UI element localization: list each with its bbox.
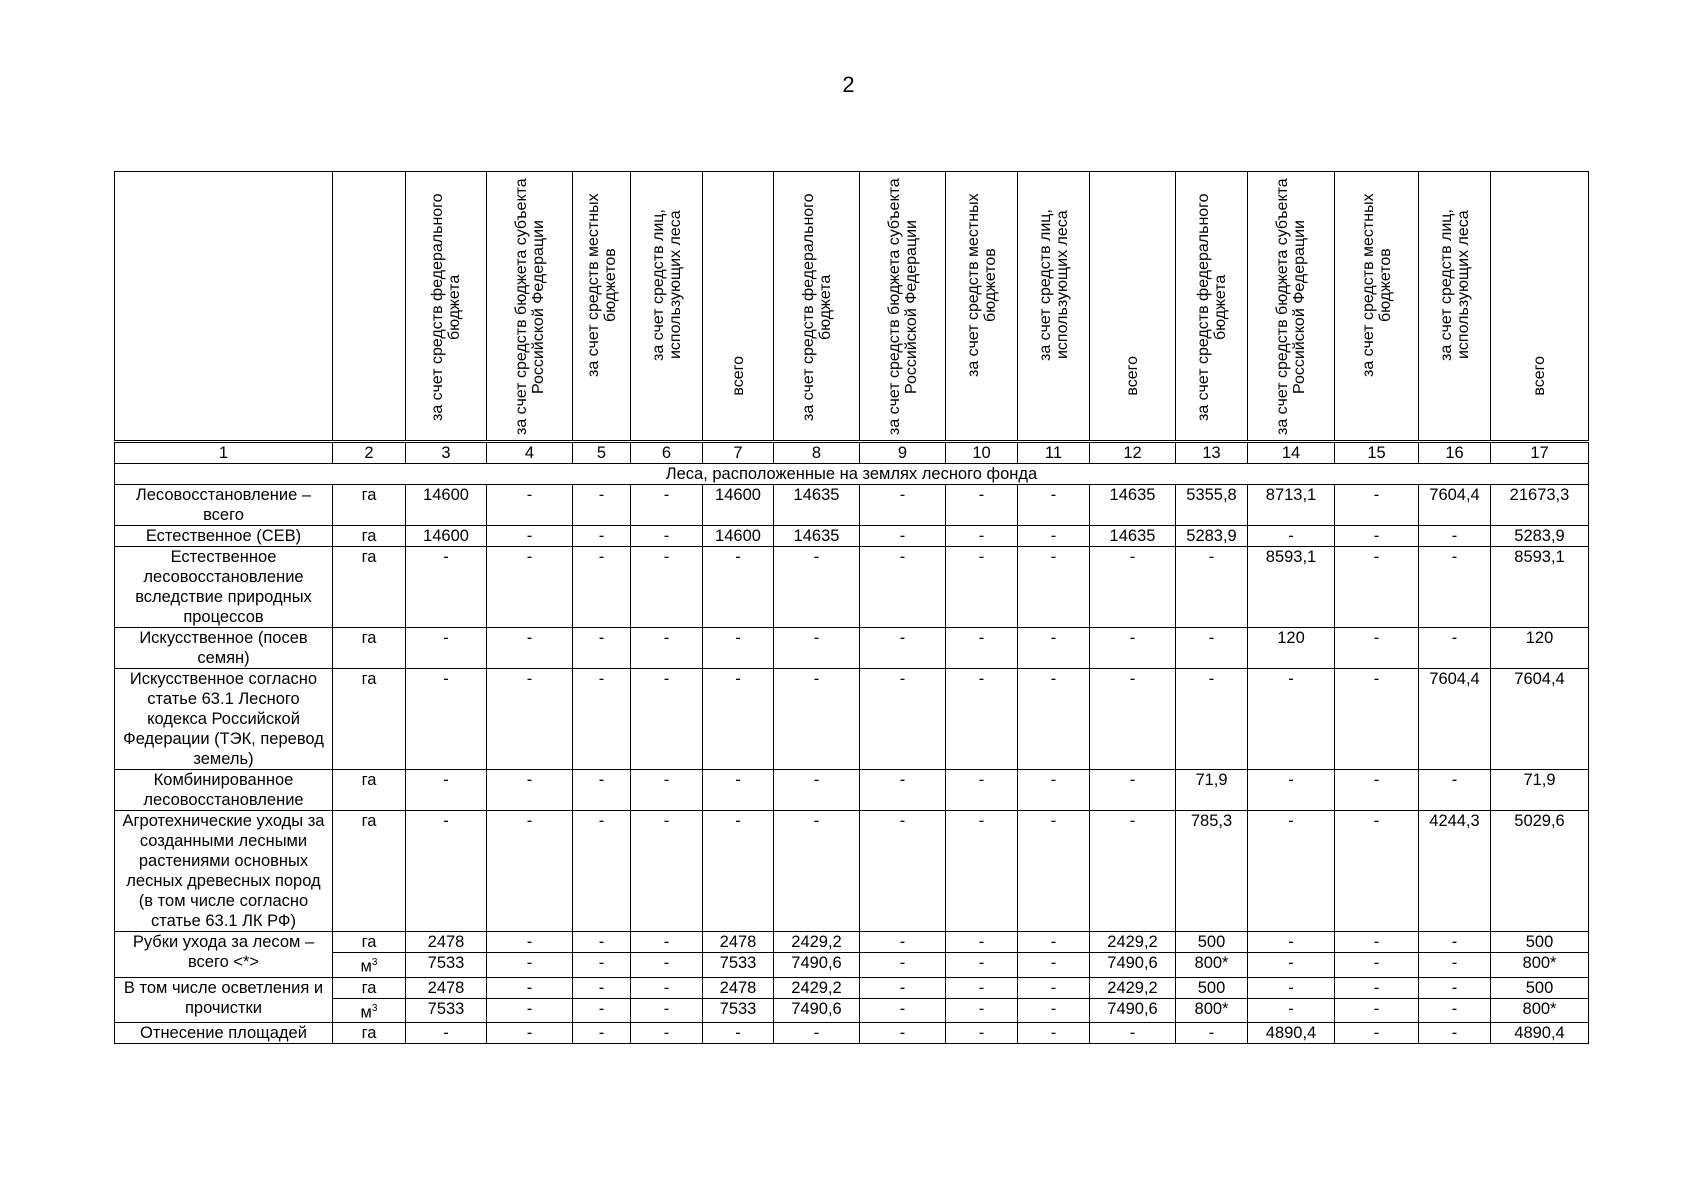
- header-label: за счет средств местных бюджетов: [1359, 193, 1394, 377]
- value-cell: -: [1018, 811, 1090, 932]
- value-cell: -: [860, 526, 946, 547]
- value-cell: -: [1419, 998, 1491, 1023]
- value-cell: -: [1090, 547, 1176, 628]
- value-cell: -: [1248, 998, 1335, 1023]
- value-cell: -: [1335, 485, 1419, 526]
- value-cell: -: [703, 669, 774, 770]
- value-cell: 14635: [774, 526, 860, 547]
- value-cell: 14635: [774, 485, 860, 526]
- value-cell: -: [406, 1023, 487, 1044]
- row-name: Рубки ухода за лесом – всего <*>: [115, 932, 333, 978]
- value-cell: -: [1018, 998, 1090, 1023]
- header-label: за счет средств федерального бюджета: [1194, 193, 1229, 421]
- value-cell: -: [1018, 977, 1090, 998]
- value-cell: 7533: [406, 998, 487, 1023]
- header-cell: [1335, 172, 1419, 442]
- value-cell: -: [631, 628, 703, 669]
- value-cell: 5355,8: [1176, 485, 1248, 526]
- column-number: 12: [1090, 442, 1176, 464]
- value-cell: -: [860, 669, 946, 770]
- value-cell: -: [1335, 977, 1419, 998]
- value-cell: -: [774, 811, 860, 932]
- header-cell: [631, 172, 703, 442]
- value-cell: 7604,4: [1419, 485, 1491, 526]
- value-cell: -: [631, 953, 703, 978]
- header-label: всего: [1531, 356, 1548, 396]
- value-cell: 14600: [406, 485, 487, 526]
- header-cell-unit: [333, 172, 406, 442]
- unit-label: га: [361, 670, 377, 688]
- value-cell: 500: [1491, 977, 1589, 998]
- header-label: за счет средств лиц, использующих леса: [1036, 209, 1071, 361]
- value-cell: -: [406, 669, 487, 770]
- value-cell: -: [573, 485, 631, 526]
- value-cell: -: [573, 998, 631, 1023]
- header-label: за счет средств федерального бюджета: [429, 193, 463, 421]
- section-title: Леса, расположенные на землях лесного фонда: [115, 464, 1589, 485]
- column-number: 13: [1176, 442, 1248, 464]
- value-cell: -: [1090, 1023, 1176, 1044]
- value-cell: -: [1248, 770, 1335, 811]
- value-cell: -: [1419, 526, 1491, 547]
- unit-label: м: [360, 1003, 372, 1021]
- value-cell: -: [631, 811, 703, 932]
- value-cell: -: [860, 628, 946, 669]
- value-cell: -: [1335, 628, 1419, 669]
- value-cell: 2429,2: [1090, 932, 1176, 953]
- column-number: 7: [703, 442, 774, 464]
- value-cell: 2478: [406, 977, 487, 998]
- value-cell: 8713,1: [1248, 485, 1335, 526]
- value-cell: 8593,1: [1491, 547, 1589, 628]
- table-row: [115, 669, 1589, 770]
- value-cell: -: [487, 547, 573, 628]
- value-cell: -: [1419, 770, 1491, 811]
- header-label: за счет средств бюджета субъекта Российской Федерации: [885, 178, 920, 436]
- table-row: [115, 977, 1589, 998]
- value-cell: -: [487, 977, 573, 998]
- value-cell: 800*: [1176, 998, 1248, 1023]
- value-cell: -: [1018, 485, 1090, 526]
- row-name: Отнесение площадей: [115, 1023, 333, 1044]
- value-cell: 120: [1491, 628, 1589, 669]
- value-cell: -: [1248, 977, 1335, 998]
- column-number: 9: [860, 442, 946, 464]
- column-number: 15: [1335, 442, 1419, 464]
- value-cell: -: [573, 547, 631, 628]
- row-unit: [333, 526, 406, 547]
- row-unit: [333, 485, 406, 526]
- unit-label: га: [361, 527, 377, 545]
- value-cell: -: [573, 932, 631, 953]
- column-number: 6: [631, 442, 703, 464]
- value-cell: -: [1248, 669, 1335, 770]
- column-number: 1: [115, 442, 333, 464]
- value-cell: -: [1018, 547, 1090, 628]
- value-cell: 4244,3: [1419, 811, 1491, 932]
- value-cell: -: [1335, 998, 1419, 1023]
- header-label: за счет средств лиц, использующих леса: [649, 209, 684, 361]
- value-cell: -: [1018, 628, 1090, 669]
- value-cell: -: [774, 547, 860, 628]
- value-cell: -: [487, 1023, 573, 1044]
- value-cell: -: [860, 547, 946, 628]
- value-cell: -: [487, 932, 573, 953]
- value-cell: 14635: [1090, 526, 1176, 547]
- row-unit: [333, 998, 406, 1023]
- value-cell: -: [1419, 628, 1491, 669]
- value-cell: -: [860, 932, 946, 953]
- value-cell: -: [1176, 1023, 1248, 1044]
- value-cell: 2478: [703, 977, 774, 998]
- value-cell: -: [1419, 977, 1491, 998]
- header-label: за счет средств бюджета субъекта Российской Федерации: [512, 178, 547, 436]
- value-cell: 7490,6: [1090, 953, 1176, 978]
- value-cell: 8593,1: [1248, 547, 1335, 628]
- value-cell: -: [1335, 526, 1419, 547]
- value-cell: 7604,4: [1491, 669, 1589, 770]
- table-row: [115, 953, 1589, 978]
- value-cell: 4890,4: [1248, 1023, 1335, 1044]
- column-number: 11: [1018, 442, 1090, 464]
- value-cell: -: [487, 526, 573, 547]
- value-cell: 7604,4: [1419, 669, 1491, 770]
- row-unit: [333, 811, 406, 932]
- value-cell: -: [487, 998, 573, 1023]
- value-cell: -: [1090, 628, 1176, 669]
- row-unit: [333, 1023, 406, 1044]
- value-cell: -: [860, 998, 946, 1023]
- table-row: [115, 547, 1589, 628]
- row-unit: [333, 669, 406, 770]
- value-cell: -: [1248, 953, 1335, 978]
- value-cell: 2429,2: [774, 977, 860, 998]
- row-name: Искусственное согласно статье 63.1 Лесного кодекса Российской Федерации (ТЭК, перевод земель): [115, 669, 333, 770]
- value-cell: -: [1018, 669, 1090, 770]
- header-cell: [774, 172, 860, 442]
- value-cell: 785,3: [1176, 811, 1248, 932]
- header-cell: [703, 172, 774, 442]
- value-cell: -: [1335, 1023, 1419, 1044]
- value-cell: -: [1018, 953, 1090, 978]
- value-cell: -: [631, 485, 703, 526]
- value-cell: -: [487, 628, 573, 669]
- value-cell: -: [860, 953, 946, 978]
- value-cell: -: [946, 628, 1018, 669]
- value-cell: 7490,6: [1090, 998, 1176, 1023]
- header-cell: [406, 172, 487, 442]
- value-cell: -: [946, 977, 1018, 998]
- value-cell: -: [631, 998, 703, 1023]
- column-number: 4: [487, 442, 573, 464]
- column-number: 16: [1419, 442, 1491, 464]
- value-cell: -: [1335, 932, 1419, 953]
- forest-restoration-table: [114, 171, 1589, 1044]
- value-cell: -: [703, 811, 774, 932]
- value-cell: -: [946, 811, 1018, 932]
- page-number: 2: [842, 72, 855, 97]
- value-cell: -: [1335, 953, 1419, 978]
- value-cell: -: [946, 547, 1018, 628]
- value-cell: -: [631, 526, 703, 547]
- table-row: [115, 811, 1589, 932]
- table-row: [115, 628, 1589, 669]
- value-cell: -: [1419, 953, 1491, 978]
- value-cell: -: [1335, 547, 1419, 628]
- column-number: 3: [406, 442, 487, 464]
- value-cell: -: [703, 547, 774, 628]
- header-cell: [573, 172, 631, 442]
- row-name: Лесовосстановление – всего: [115, 485, 333, 526]
- value-cell: -: [631, 977, 703, 998]
- value-cell: 2478: [406, 932, 487, 953]
- unit-label: га: [361, 548, 377, 566]
- unit-label: м: [360, 957, 372, 976]
- value-cell: 14600: [703, 526, 774, 547]
- unit-label: га: [361, 1024, 377, 1042]
- row-unit: [333, 628, 406, 669]
- value-cell: -: [631, 669, 703, 770]
- value-cell: -: [774, 770, 860, 811]
- value-cell: -: [1419, 1023, 1491, 1044]
- value-cell: -: [487, 485, 573, 526]
- row-unit: [333, 932, 406, 953]
- value-cell: -: [1176, 628, 1248, 669]
- value-cell: -: [1248, 526, 1335, 547]
- value-cell: -: [946, 932, 1018, 953]
- value-cell: -: [1018, 526, 1090, 547]
- header-cell: [1248, 172, 1335, 442]
- value-cell: -: [946, 953, 1018, 978]
- value-cell: -: [860, 1023, 946, 1044]
- unit-label: га: [361, 486, 377, 504]
- table-row: [115, 770, 1589, 811]
- value-cell: -: [406, 770, 487, 811]
- table-row: [115, 1023, 1589, 1044]
- row-name: Комбинированное лесовосстановление: [115, 770, 333, 811]
- value-cell: -: [946, 485, 1018, 526]
- value-cell: -: [774, 628, 860, 669]
- value-cell: -: [946, 770, 1018, 811]
- value-cell: -: [1090, 811, 1176, 932]
- value-cell: 120: [1248, 628, 1335, 669]
- header-cell: [1090, 172, 1176, 442]
- value-cell: 5029,6: [1491, 811, 1589, 932]
- header-label: за счет средств местных бюджетов: [584, 193, 619, 377]
- row-unit: [333, 770, 406, 811]
- value-cell: 21673,3: [1491, 485, 1589, 526]
- unit-label: га: [361, 629, 377, 647]
- value-cell: 800*: [1176, 953, 1248, 978]
- row-name: Искусственное (посев семян): [115, 628, 333, 669]
- value-cell: -: [946, 1023, 1018, 1044]
- unit-label: га: [361, 812, 377, 830]
- value-cell: -: [1090, 770, 1176, 811]
- value-cell: -: [631, 547, 703, 628]
- header-cell: [1018, 172, 1090, 442]
- header-cell: [1176, 172, 1248, 442]
- value-cell: -: [631, 1023, 703, 1044]
- value-cell: 14635: [1090, 485, 1176, 526]
- value-cell: -: [1419, 932, 1491, 953]
- value-cell: 7533: [406, 953, 487, 978]
- value-cell: -: [631, 932, 703, 953]
- value-cell: -: [487, 770, 573, 811]
- value-cell: -: [1335, 770, 1419, 811]
- value-cell: -: [406, 628, 487, 669]
- value-cell: -: [1018, 932, 1090, 953]
- value-cell: 500: [1176, 932, 1248, 953]
- row-unit: [333, 547, 406, 628]
- value-cell: 7533: [703, 953, 774, 978]
- value-cell: -: [1419, 547, 1491, 628]
- value-cell: 500: [1176, 977, 1248, 998]
- value-cell: 800*: [1491, 998, 1589, 1023]
- value-cell: 500: [1491, 932, 1589, 953]
- column-number: 8: [774, 442, 860, 464]
- value-cell: 2429,2: [1090, 977, 1176, 998]
- section-row: [115, 464, 1589, 485]
- column-number: 10: [946, 442, 1018, 464]
- column-number: 17: [1491, 442, 1589, 464]
- value-cell: -: [774, 1023, 860, 1044]
- value-cell: 7490,6: [774, 953, 860, 978]
- value-cell: -: [487, 953, 573, 978]
- value-cell: -: [860, 770, 946, 811]
- header-label: за счет средств местных бюджетов: [964, 193, 999, 377]
- row-name: Естественное (СЕВ): [115, 526, 333, 547]
- row-name: В том числе осветления и прочистки: [115, 977, 333, 1023]
- value-cell: -: [631, 770, 703, 811]
- value-cell: -: [860, 977, 946, 998]
- unit-label: га: [361, 978, 377, 997]
- value-cell: 71,9: [1491, 770, 1589, 811]
- value-cell: 7533: [703, 998, 774, 1023]
- value-cell: -: [703, 1023, 774, 1044]
- value-cell: 14600: [406, 526, 487, 547]
- header-cell: [1491, 172, 1589, 442]
- header-cell: [487, 172, 573, 442]
- value-cell: 71,9: [1176, 770, 1248, 811]
- table-row: [115, 998, 1589, 1023]
- value-cell: -: [1248, 811, 1335, 932]
- value-cell: -: [946, 998, 1018, 1023]
- header-label: всего: [729, 356, 747, 396]
- value-cell: 2478: [703, 932, 774, 953]
- value-cell: -: [573, 770, 631, 811]
- row-name: Естественное лесовосстановление вследствие природных процессов: [115, 547, 333, 628]
- header-label: за счет средств бюджета субъекта Российской Федерации: [1274, 178, 1308, 436]
- value-cell: 5283,9: [1176, 526, 1248, 547]
- row-unit: [333, 977, 406, 998]
- value-cell: -: [1018, 770, 1090, 811]
- value-cell: 14600: [703, 485, 774, 526]
- value-cell: -: [406, 811, 487, 932]
- value-cell: -: [703, 770, 774, 811]
- value-cell: -: [573, 977, 631, 998]
- unit-label: га: [361, 933, 377, 951]
- column-number: 2: [333, 442, 406, 464]
- unit-superscript: 3: [371, 1002, 378, 1014]
- header-row: [115, 172, 1589, 442]
- value-cell: 800*: [1491, 953, 1589, 978]
- header-cell: [1419, 172, 1491, 442]
- value-cell: -: [573, 526, 631, 547]
- value-cell: 7490,6: [774, 998, 860, 1023]
- value-cell: -: [946, 669, 1018, 770]
- value-cell: -: [1335, 811, 1419, 932]
- column-number: 14: [1248, 442, 1335, 464]
- row-name: Агротехнические уходы за созданными лесными растениями основных лесных древесных пород (в том числе согласно статье 63.1 ЛК РФ): [115, 811, 333, 932]
- value-cell: -: [1248, 932, 1335, 953]
- column-number-row: [115, 442, 1589, 464]
- value-cell: 2429,2: [774, 932, 860, 953]
- row-unit: [333, 953, 406, 978]
- value-cell: -: [946, 526, 1018, 547]
- header-label: за счет средств лиц, использующих леса: [1437, 209, 1472, 361]
- header-cell: [860, 172, 946, 442]
- table-row: [115, 526, 1589, 547]
- value-cell: -: [774, 669, 860, 770]
- column-number: 5: [573, 442, 631, 464]
- value-cell: 5283,9: [1491, 526, 1589, 547]
- value-cell: -: [703, 628, 774, 669]
- value-cell: 4890,4: [1491, 1023, 1589, 1044]
- value-cell: -: [1335, 669, 1419, 770]
- unit-label: га: [361, 771, 377, 789]
- value-cell: -: [573, 953, 631, 978]
- value-cell: -: [1176, 669, 1248, 770]
- value-cell: -: [406, 547, 487, 628]
- value-cell: -: [573, 1023, 631, 1044]
- value-cell: -: [860, 485, 946, 526]
- header-label: всего: [1124, 356, 1141, 396]
- header-cell: [946, 172, 1018, 442]
- value-cell: -: [573, 628, 631, 669]
- value-cell: -: [1018, 1023, 1090, 1044]
- value-cell: -: [487, 811, 573, 932]
- unit-superscript: 3: [371, 957, 378, 968]
- value-cell: -: [1090, 669, 1176, 770]
- value-cell: -: [860, 811, 946, 932]
- value-cell: -: [487, 669, 573, 770]
- header-label: за счет средств федерального бюджета: [799, 193, 834, 421]
- value-cell: -: [573, 811, 631, 932]
- value-cell: -: [573, 669, 631, 770]
- table-row: [115, 485, 1589, 526]
- table-row: [115, 932, 1589, 953]
- value-cell: -: [1176, 547, 1248, 628]
- header-cell-name: [115, 172, 333, 442]
